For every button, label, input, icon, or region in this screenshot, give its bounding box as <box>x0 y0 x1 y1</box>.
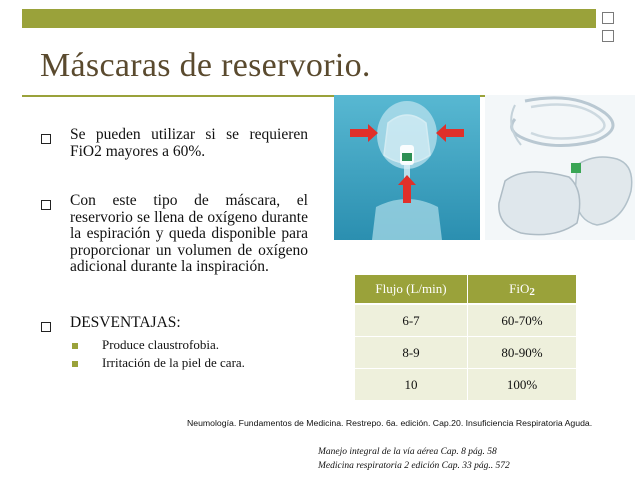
bullet-text-1: Se pueden utilizar si se requieren FiO2 mayores a 60%. <box>70 126 308 160</box>
header-bar <box>22 9 596 28</box>
slide-title: Máscaras de reservorio. <box>40 47 371 84</box>
bullet-text-2: Con este tipo de máscara, el reservorio se llena de oxígeno durante la espiración y queda disponible para proporcionar un volumen de oxígeno adicional durante la inspiración. <box>70 192 308 275</box>
cell-fio2: 100% <box>468 369 577 401</box>
filled-square-bullet-icon <box>72 361 78 367</box>
sub-bullet-text-2: Irritación de la piel de cara. <box>102 355 245 370</box>
header-fio2-main: FiO <box>509 281 530 296</box>
header-fio2-sub: 2 <box>529 286 535 298</box>
header-fio2 <box>468 275 577 304</box>
table-row <box>355 337 576 369</box>
bullet-text-3: DESVENTAJAS: <box>70 314 181 331</box>
header-flow: Flujo (L/min) <box>355 275 468 304</box>
reservoir-bag-image <box>485 95 635 240</box>
table-header-row <box>355 275 576 304</box>
filled-square-bullet-icon <box>72 343 78 349</box>
mask-mannequin-image <box>334 95 480 240</box>
table-row <box>355 304 576 337</box>
flow-fio2-table <box>355 275 576 401</box>
cell-flow: 10 <box>355 369 468 401</box>
sub-bullet-text-1: Produce claustrofobia. <box>102 337 219 352</box>
cell-flow: 6-7 <box>355 304 468 337</box>
citation-2: Medicina respiratoria 2 edición Cap. 33 pág.. 572 <box>318 461 510 471</box>
decor-square-side <box>602 30 614 42</box>
square-bullet-icon <box>41 200 51 210</box>
reservoir-bag-illustration <box>485 95 635 240</box>
cell-fio2: 60-70% <box>468 304 577 337</box>
mask-mannequin-illustration <box>334 95 480 240</box>
decor-square-top <box>602 12 614 24</box>
cell-flow: 8-9 <box>355 337 468 369</box>
reference-text: Neumología. Fundamentos de Medicina. Restrepo. 6a. edición. Cap.20. Insuficiencia Respiratoria Aguda. <box>187 418 593 428</box>
square-bullet-icon <box>41 322 51 332</box>
cell-fio2: 80-90% <box>468 337 577 369</box>
square-bullet-icon <box>41 134 51 144</box>
citation-1: Manejo integral de la vía aérea Cap. 8 pág. 58 <box>318 447 497 457</box>
table-row <box>355 369 576 401</box>
